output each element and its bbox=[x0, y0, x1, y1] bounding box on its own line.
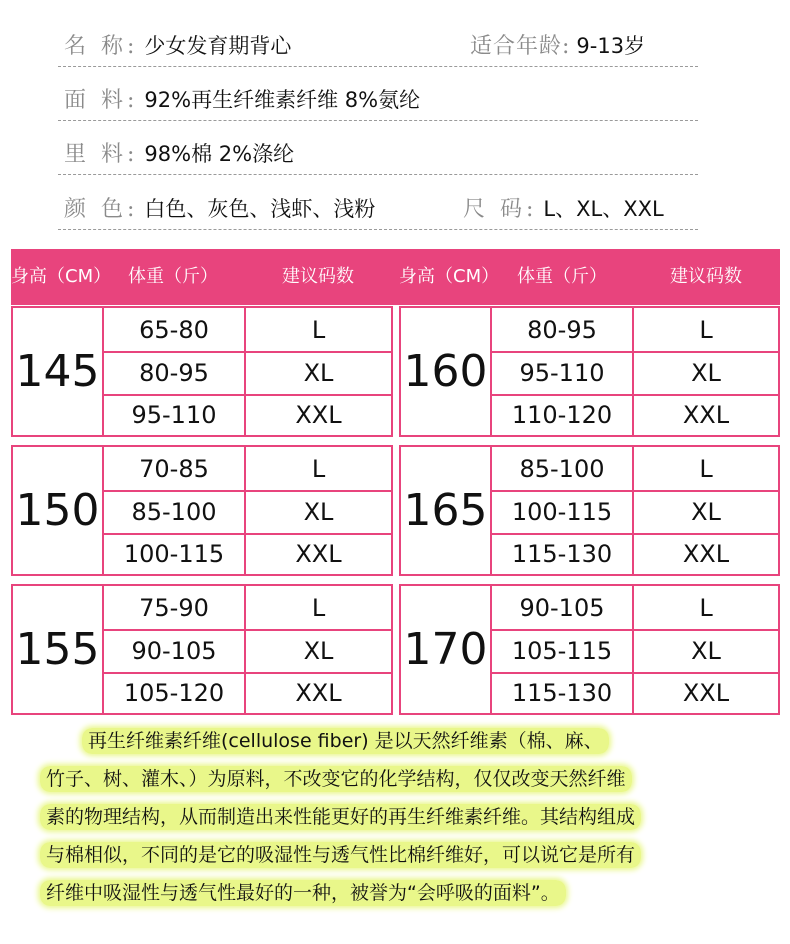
size-cell: XL bbox=[691, 358, 721, 387]
size-cell: L bbox=[699, 593, 713, 622]
weight-cell: 95-110 bbox=[492, 351, 634, 394]
size-cell: XXL bbox=[295, 678, 342, 707]
lining-value: 98%棉 2%涤纶 bbox=[144, 142, 295, 166]
weight-cell: 90-105 bbox=[492, 586, 634, 629]
description-line: 再生纤维素纤维(cellulose fiber) 是以天然纤维素（棉、麻、 bbox=[82, 728, 609, 754]
size-cell: L bbox=[311, 593, 326, 622]
weight-cell: 115-130 bbox=[492, 533, 634, 574]
weight-cell: 90-105 bbox=[104, 629, 246, 672]
size-cell: XXL bbox=[295, 400, 342, 429]
size-cell: L bbox=[699, 454, 713, 483]
fabric-label: 面 料: bbox=[64, 88, 139, 113]
size-cell: XL bbox=[303, 636, 334, 665]
table-row bbox=[492, 447, 778, 492]
color-value: 白色、灰色、浅虾、浅粉 bbox=[144, 197, 376, 221]
age-value: 9-13岁 bbox=[576, 34, 646, 58]
size-group bbox=[399, 445, 780, 576]
weight-cell: 65-80 bbox=[104, 308, 246, 351]
table-row bbox=[104, 533, 391, 574]
info-row-lining bbox=[58, 121, 698, 175]
header-size-right: 建议码数 bbox=[670, 266, 742, 287]
description-line: 纤维中吸湿性与透气性最好的一种，被誉为“会呼吸的面料”。 bbox=[40, 880, 566, 906]
size-cell: L bbox=[311, 315, 326, 344]
description-line-4-wrap bbox=[40, 840, 641, 867]
size-group bbox=[11, 584, 393, 715]
weight-cell: 105-120 bbox=[104, 672, 246, 713]
table-row bbox=[104, 308, 391, 353]
size-value: L、XL、XXL bbox=[543, 197, 664, 221]
size-cell: XL bbox=[303, 497, 334, 526]
size-group bbox=[399, 584, 780, 715]
weight-cell: 115-130 bbox=[492, 672, 634, 713]
description-line: 与棉相似，不同的是它的吸湿性与透气性比棉纤维好，可以说它是所有 bbox=[40, 842, 641, 868]
size-cell: XXL bbox=[295, 539, 342, 568]
group-height: 165 bbox=[401, 447, 492, 574]
table-row bbox=[104, 394, 391, 435]
header-weight-right: 体重（斤） bbox=[517, 266, 607, 287]
table-row bbox=[104, 447, 391, 492]
description-line: 素的物理结构，从而制造出来性能更好的再生纤维素纤维。其结构组成 bbox=[40, 804, 641, 830]
age-label: 适合年龄: bbox=[470, 34, 571, 59]
weight-cell: 80-95 bbox=[492, 308, 634, 351]
description-line-2-wrap bbox=[40, 764, 632, 791]
weight-cell: 85-100 bbox=[104, 490, 246, 533]
weight-cell: 110-120 bbox=[492, 394, 634, 435]
table-row bbox=[492, 629, 778, 674]
group-height: 170 bbox=[401, 586, 492, 713]
size-cell: XXL bbox=[682, 400, 730, 429]
table-row bbox=[104, 672, 391, 713]
group-height: 145 bbox=[13, 308, 104, 435]
size-cell: XXL bbox=[682, 678, 730, 707]
size-cell: XL bbox=[691, 497, 721, 526]
weight-cell: 70-85 bbox=[104, 447, 246, 490]
description-line-5-wrap bbox=[40, 878, 566, 905]
weight-cell: 95-110 bbox=[104, 394, 246, 435]
weight-cell: 80-95 bbox=[104, 351, 246, 394]
description-line-3-wrap bbox=[40, 802, 641, 829]
size-table-header bbox=[11, 249, 780, 305]
header-height-left: 身高（CM） bbox=[11, 266, 112, 287]
name-value: 少女发育期背心 bbox=[144, 34, 292, 58]
product-info bbox=[58, 0, 698, 230]
info-row-fabric bbox=[58, 67, 698, 121]
table-row bbox=[492, 586, 778, 631]
name-label: 名 称: bbox=[64, 34, 139, 59]
table-row bbox=[492, 351, 778, 396]
table-row bbox=[104, 586, 391, 631]
size-cell: L bbox=[311, 454, 326, 483]
info-row-color bbox=[58, 175, 698, 230]
weight-cell: 75-90 bbox=[104, 586, 246, 629]
weight-cell: 100-115 bbox=[104, 533, 246, 574]
color-label: 颜 色: bbox=[64, 197, 139, 222]
size-cell: L bbox=[699, 315, 713, 344]
table-row bbox=[104, 351, 391, 396]
header-size-left: 建议码数 bbox=[282, 266, 354, 287]
header-height-right: 身高（CM） bbox=[399, 266, 500, 287]
age-cell bbox=[470, 29, 645, 60]
size-group bbox=[11, 306, 393, 437]
table-row bbox=[492, 308, 778, 353]
size-cell bbox=[463, 192, 664, 223]
table-row bbox=[104, 629, 391, 674]
table-row bbox=[492, 394, 778, 435]
group-height: 155 bbox=[13, 586, 104, 713]
table-row bbox=[492, 672, 778, 713]
weight-cell: 100-115 bbox=[492, 490, 634, 533]
fabric-cell bbox=[64, 83, 420, 114]
description-line-1-wrap bbox=[82, 726, 609, 753]
size-cell: XL bbox=[303, 358, 334, 387]
info-row-name bbox=[58, 0, 698, 67]
color-cell bbox=[64, 192, 375, 223]
group-height: 160 bbox=[401, 308, 492, 435]
size-group bbox=[399, 306, 780, 437]
size-label: 尺 码: bbox=[463, 197, 538, 222]
weight-cell: 105-115 bbox=[492, 629, 634, 672]
description-line: 竹子、树、灌木、）为原料，不改变它的化学结构，仅仅改变天然纤维 bbox=[40, 766, 632, 792]
lining-label: 里 料: bbox=[64, 142, 139, 167]
header-weight-left: 体重（斤） bbox=[128, 266, 218, 287]
fabric-value: 92%再生纤维素纤维 8%氨纶 bbox=[144, 88, 421, 112]
size-cell: XL bbox=[691, 636, 721, 665]
size-group bbox=[11, 445, 393, 576]
name-cell bbox=[64, 29, 291, 60]
size-cell: XXL bbox=[682, 539, 730, 568]
table-row bbox=[492, 490, 778, 535]
weight-cell: 85-100 bbox=[492, 447, 634, 490]
table-row bbox=[104, 490, 391, 535]
table-row bbox=[492, 533, 778, 574]
lining-cell bbox=[64, 137, 294, 168]
group-height: 150 bbox=[13, 447, 104, 574]
